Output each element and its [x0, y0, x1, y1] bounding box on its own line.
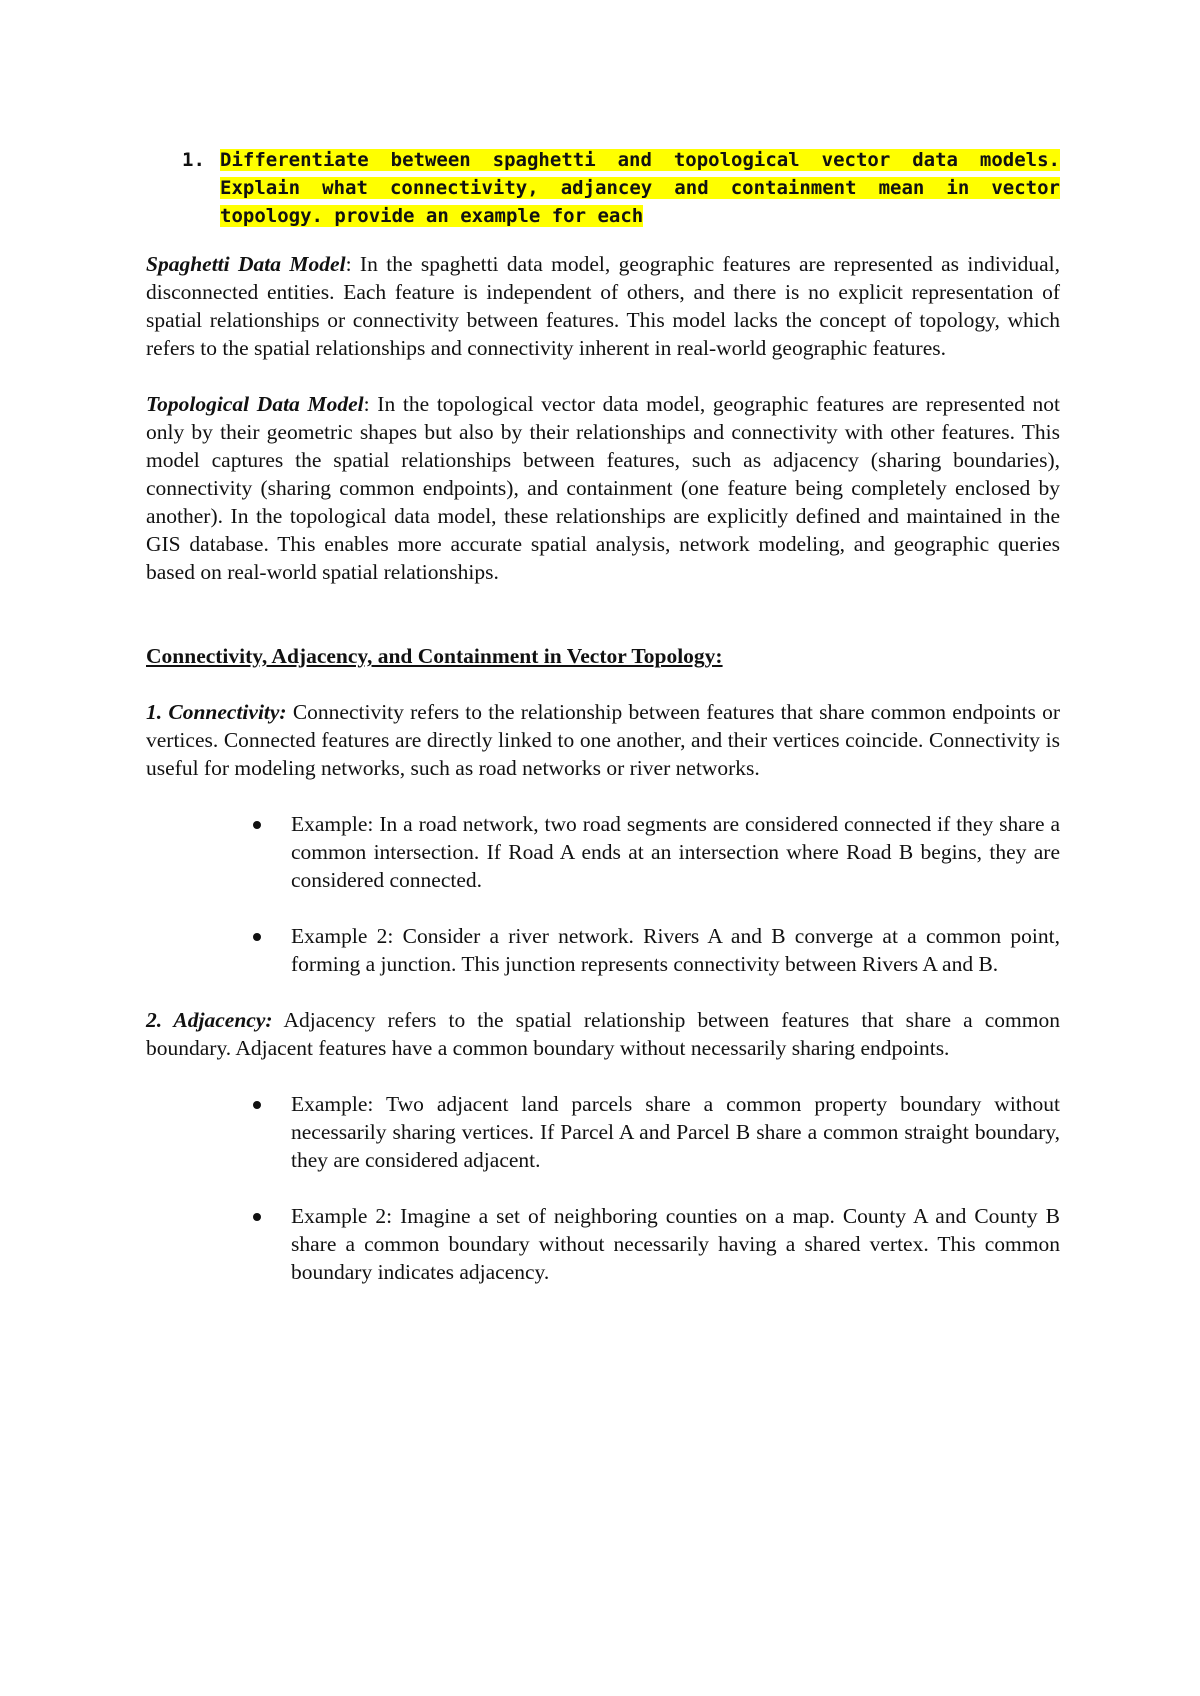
list-item: [146, 810, 1060, 894]
spaghetti-text: : In the spaghetti data model, geographic features are represented as individual, disconnected entities. Each feature is independent of others, and there is no explicit representation of spatial relationships or connectivity between features. This model lacks the concept of topology, which refers to the spatial relationships and connectivity inherent in real-world geographic features.: [146, 252, 1060, 360]
bullet-icon: [253, 933, 261, 941]
connectivity-examples: [146, 810, 1060, 978]
topological-paragraph: [146, 390, 1060, 586]
connectivity-term: 1. Connectivity:: [146, 700, 287, 724]
bullet-icon: [253, 1213, 261, 1221]
question-number: 1.: [182, 149, 205, 171]
spaghetti-paragraph: [146, 250, 1060, 362]
adjacency-text: Adjacency refers to the spatial relationship between features that share a common boundary. Adjacent features have a common boundary without necessarily sharing endpoints.: [146, 1008, 1060, 1060]
spaghetti-term: Spaghetti Data Model: [146, 252, 346, 276]
topological-term: Topological Data Model: [146, 392, 364, 416]
bullet-icon: [253, 1101, 261, 1109]
question-heading: [146, 146, 1060, 230]
example-text: Example 2: Consider a river network. Rivers A and B converge at a common point, forming a junction. This junction represents connectivity between Rivers A and B.: [291, 924, 1060, 976]
section-heading: Connectivity, Adjacency, and Containment in Vector Topology:: [146, 644, 723, 668]
example-text: Example 2: Imagine a set of neighboring counties on a map. County A and County B share a common boundary without necessarily having a shared vertex. This common boundary indicates adjacency.: [291, 1204, 1060, 1284]
question-text-wrapper: [220, 146, 1060, 230]
list-item: [146, 922, 1060, 978]
adjacency-paragraph: [146, 1006, 1060, 1062]
document-page: [146, 146, 1060, 1314]
list-item: [146, 1090, 1060, 1174]
example-text: Example: Two adjacent land parcels share a common property boundary without necessarily sharing vertices. If Parcel A and Parcel B share a common straight boundary, they are considered adjacent.: [291, 1092, 1060, 1172]
adjacency-examples: [146, 1090, 1060, 1286]
list-item: [146, 1202, 1060, 1286]
connectivity-text: Connectivity refers to the relationship between features that share common endpoints or vertices. Connected features are directly linked to one another, and their vertices coincide. Connectivity is useful for modeling networks, such as road networks or river networks.: [146, 700, 1060, 780]
adjacency-term: 2. Adjacency:: [146, 1008, 273, 1032]
example-text: Example: In a road network, two road segments are considered connected if they share a common intersection. If Road A ends at an intersection where Road B begins, they are considered connected.: [291, 812, 1060, 892]
connectivity-paragraph: [146, 698, 1060, 782]
topological-text: : In the topological vector data model, geographic features are represented not only by their geometric shapes but also by their relationships and connectivity with other features. This model captures the spatial relationships between features, such as adjacency (sharing boundaries), connectivity (sharing common endpoints), and containment (one feature being completely enclosed by another). In the topological data model, these relationships are explicitly defined and maintained in the GIS database. This enables more accurate spatial analysis, network modeling, and geographic queries based on real-world spatial relationships.: [146, 392, 1060, 584]
question-text: Differentiate between spaghetti and topological vector data models. Explain what connectivity, adjancey and containment mean in vector topology. provide an example for each: [220, 149, 1060, 227]
bullet-icon: [253, 821, 261, 829]
